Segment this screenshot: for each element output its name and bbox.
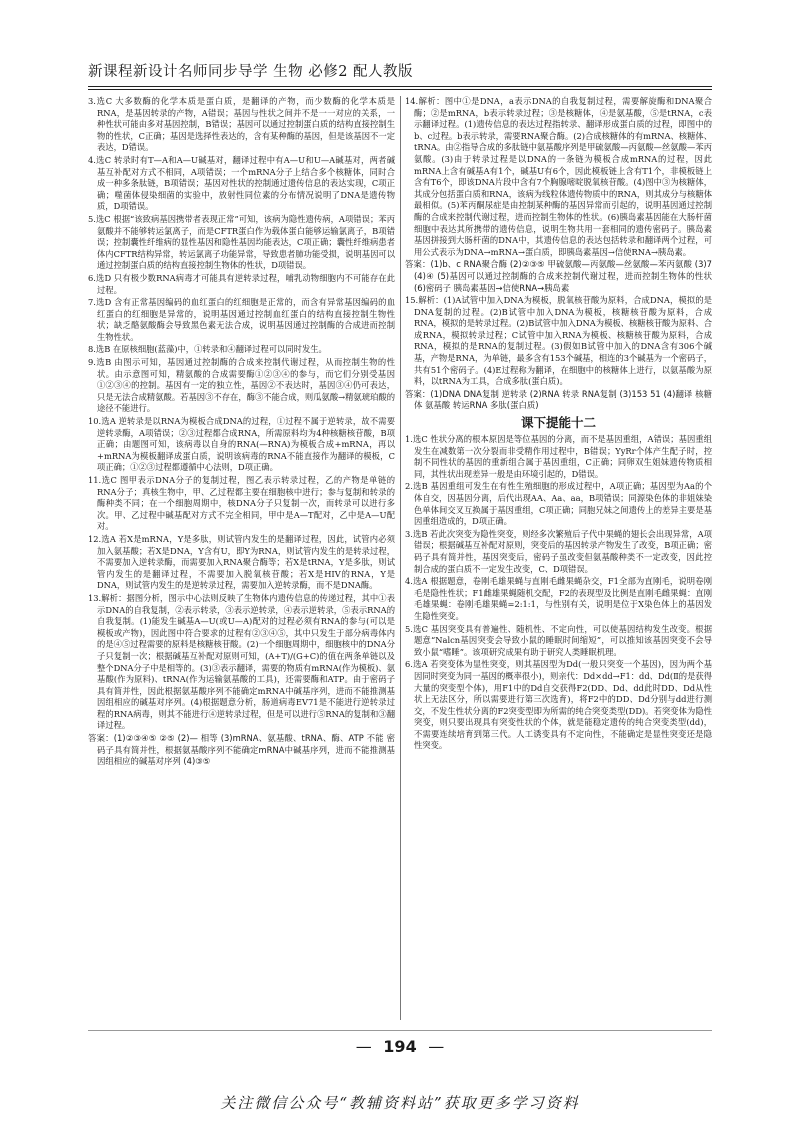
page-number <box>0 1037 800 1056</box>
practice-item-3: 3.选B 若此次突变为隐性突变，则经多次繁殖后子代中果蝇的翅长会出现异常，A项错误；根据碱基互补配对原则，突变后的基因转录产物发生了改变，B项正确；密码子具有简并性，基因突变后，密码子虽改变但氨基酸种类不一定改变，因此控制合成的蛋白质不一定发生改变，C、D项错误。 <box>405 528 712 574</box>
header-rule-thin <box>88 89 712 90</box>
page-number-dash-left: — <box>355 1037 372 1056</box>
answer-item-3: 3.选C 大多数酶的化学本质是蛋白质，是翻译的产物，而少数酶的化学本质是RNA，是基因转录的产物，A错误；基因与性状之间并不是一一对应的关系，一种性状可能由多对基因控制，B错误；基因可以通过控制蛋白质的结构直接控制生物的性状，C正确；基因是选择性表达的，含有某种酶的基因，但是该基因不一定表达，D错误。 <box>88 96 395 153</box>
left-column <box>88 96 395 1021</box>
answer-item-15-analysis: 15.解析：(1)A试管中加入DNA为模板，脱氧核苷酸为原料，合成DNA，模拟的是DNA复制的过程。(2)B试管中加入DNA为模板，核糖核苷酸为原料，合成RNA，模拟的是转录过程。(2)B试管中加入DNA为模板、核糖核苷酸为原料、合成RNA，模拟转录过程；C试管中加入RNA为模板、核糖核苷酸为原料，合成RNA，模拟的是RNA的复制过程。(3)假如B试管中加入的DNA含有306个碱基，产物是RNA，为单链，最多含有153个碱基，相连的3个碱基为一个密码子，共有51个密码子。(4)E过程称为翻译，在细胞中的核糖体上进行，以氨基酸为原料，以tRNA为工具，合成多肽(蛋白质)。 <box>405 295 712 387</box>
answer-item-12: 12.选A 若X是mRNA，Y是多肽，则试管内发生的是翻译过程，因此，试管内必须加入氨基酸；若X是DNA，Y含有U，即Y为RNA，则试管内发生的是转录过程，不需要加入逆转录酶，而需要加入RNA聚合酶等；若X是tRNA，Y是多肽，则试管内发生的是翻译过程，不需要加入脱氧核苷酸；若X是HIV的RNA，Y是DNA，则试管内发生的是逆转录过程，需要加入逆转录酶，而不是DNA酶。 <box>88 533 395 591</box>
page-number-dash-right: — <box>428 1037 445 1056</box>
answer-item-11: 11.选C 图甲表示DNA分子的复制过程，图乙表示转录过程，乙的产物是单链的RNA分子；真核生物中，甲、乙过程都主要在细胞核中进行；参与复制和转录的酶种类不同；在一个细胞周期中，核DNA分子只复制一次，而转录可以进行多次。甲、乙过程中碱基配对方式不完全相同，甲中是A—T配对，乙中是A—U配对。 <box>88 475 395 532</box>
answer-item-15-answer: 答案：(1)DNA DNA复制 逆转录 (2)RNA 转录 RNA复制 (3)153 51 (4)翻译 核糖体 氨基酸 转运RNA 多肽(蛋白质) <box>405 388 712 411</box>
right-column <box>405 96 712 1021</box>
footer-rule <box>88 1030 712 1031</box>
section-title: 课下提能十二 <box>520 415 596 431</box>
answer-item-13-answer: 答案：(1)②③④⑤ ②⑤ (2)— 相等 (3)mRNA、氨基酸、tRNA、酶、ATP 不能 密码子具有简并性，根据氨基酸序列不能确定mRNA中碱基序列，进而不能推测基因组相应的碱基对序列 (4)③⑤ <box>88 733 395 767</box>
answer-item-14-answer: 答案：(1)b、c RNA聚合酶 (2)②③⑤ 甲硫氨酸—丙氨酸—丝氨酸—苯丙氨酸 (3)7 (4)④ (5)基因可以通过控制酶的合成来控制代谢过程，进而控制生物体的性状 (6)密码子 胰岛素基因→信使RNA→胰岛素 <box>405 259 712 293</box>
footer-note: 关注微信公众号“教辅资料站”获取更多学习资料 <box>220 1094 580 1112</box>
answer-item-5: 5.选C 根据“该致病基因携带者表现正常”可知，该病为隐性遗传病，A项错误；苯丙氨酸并不能够转运氯离子，而是CFTR蛋白作为载体蛋白能够运输氯离子，B项错误；控制囊性纤维病的显性基因和隐性基因均能表达，C项正确；囊性纤维病患者体内CFTR结构异常，转运氯离子功能异常，导致患者肺功能受损，说明基因可以通过控制蛋白质的结构直接控制生物体的性状，D项错误。 <box>88 213 395 271</box>
practice-item-5: 5.选C 基因突变具有普遍性、随机性、不定向性，可以使基因结构发生改变。根据题意“Nalcn基因突变会导致小鼠的睡眠时间缩短”，可以推知该基因突变不会导致小鼠“嗜睡”。该项研究成果有助于研究人类睡眠机理。 <box>405 623 712 657</box>
practice-item-1: 1.选C 性状分离的根本原因是等位基因的分离，而不是基因重组，A错误；基因重组发生在减数第一次分裂而非受精作用过程中，B错误；YyRr个体产生配子时，控制不同性状的基因的重新组合属于基因重组，C正确；同卵双生姐妹遗传物质相同，其性状出现差异一般是由环境引起的，D错误。 <box>405 434 712 479</box>
column-divider <box>400 96 401 1020</box>
answer-item-4: 4.选C 转录时有T—A和A—U碱基对，翻译过程中有A—U和U—A碱基对，两者碱基互补配对方式不相同，A项错误；一个mRNA分子上结合多个核糖体，同时合成一种多条肽链，B项错误；基因对性状的控制通过遗传信息的表达实现，C项正确；噬菌体侵染细菌的实验中，放射性同位素的分布情况说明了DNA是遗传物质，D项错误。 <box>88 154 395 212</box>
answer-item-10: 10.选A 逆转录是以RNA为模板合成DNA的过程，①过程不属于逆转录，故不需要逆转录酶，A项错误；②③过程都合成RNA，所需原料均为4种核糖核苷酸，B项正确；由题图可知，该病毒以自身的RNA(—RNA)为模板合成+mRNA，再以+mRNA为模板翻译成蛋白质，说明该病毒的RNA不能直接作为翻译的模板，C项正确；①②③过程都遵循中心法则，D项正确。 <box>88 416 395 473</box>
answer-item-9: 9.选B 由图示可知，基因通过控制酶的合成来控制代谢过程，从而控制生物的性状。由示意图可知，精氨酸的合成需要酶①②③④的参与，而它们分别受基因①②③④的控制。基因有一定的独立性，基因②不表达时，基因③④仍可表达，只是无法合成精氨酸。若基因③不存在，酶③不能合成，则瓜氨酸→精氨琥珀酸的途径不能进行。 <box>88 357 395 414</box>
page-number-value: 194 <box>383 1037 417 1056</box>
answer-item-13-analysis: 13.解析：据图分析，图示中心法则反映了生物体内遗传信息的传递过程，其中①表示DNA的自我复制，②表示转录，③表示逆转录，④表示逆转录，⑤表示RNA的自我复制。(1)能发生碱基A—U(或U—A)配对的过程必须有RNA的参与(可以是模板或产物)，因此图中符合要求的过程有②③④⑤，其中只发生于部分病毒体内的是④⑤过程需要的原料是核糖核苷酸。(2)一个细胞周期中，细胞核中的DNA分子只复制一次；根据碱基互补配对原则可知，(A+T)/(G+C)的值在两条单链以及整个DNA分子中是相等的。(3)③表示翻译，需要的物质有mRNA(作为模板)、氨基酸(作为原料)、tRNA(作为运输氨基酸的工具)，还需要酶和ATP。由于密码子具有简并性，因此根据氨基酸序列不能确定mRNA中碱基序列，进而不能推测基因组相应的碱基对序列。(4)根据题意分析，肠道病毒EV71是不能进行逆转录过程的RNA病毒，则其不能进行④逆转录过程，但是可以进行⑤RNA的复制和③翻译过程。 <box>88 592 395 731</box>
practice-item-2: 2.选B 基因重组可发生在有性生殖细胞的形成过程中，A项正确；基因型为Aa的个体自交，因基因分离，后代出现AA、Aa、aa，B项错误；同源染色体的非姐妹染色单体间交叉互换属于基因重组，C项正确；同胞兄妹之间遗传上的差异主要是基因重组造成的，D项正确。 <box>405 481 712 527</box>
header-rule <box>88 86 712 87</box>
practice-item-6: 6.选A 若突变体为显性突变，则其基因型为Dd(一般只突变一个基因)，因为两个基因同时突变为同一基因的概率很小)，则亲代：Dd×dd→F1：dd、Dd(Ⅱ的是获得大量的突变型个体)，用F1中的Dd自交获得F2(DD、Dd、dd此时DD、Dd从性状上无法区分，所以需要进行第三次选育)，将F2中的DD、Dd分别与dd进行测交，不发生性状分离的F2突变型即为所需的纯合突变类型(DD)。若突变体为隐性突变，则只要出现具有突变性状的个体，就是能稳定遗传的纯合突变类型(dd)，不需要连续培育到第三代。人工诱变具有不定向性，不能确定是显性突变还是隐性突变。 <box>405 659 712 751</box>
answer-item-14-analysis: 14.解析：图中①是DNA，a表示DNA的自我复制过程，需要解旋酶和DNA聚合酶；②是mRNA，b表示转录过程；③是核糖体，④是氨基酸，⑤是tRNA，c表示翻译过程。(1)遗传信息的表达过程指转录、翻译形成蛋白质的过程，即图中的b、c过程。b表示转录，需要RNA聚合酶。(2)合成核糖体的有mRNA、核糖体、tRNA。由②指导合成的多肽链中氨基酸序列是甲硫氨酸—丙氨酸—丝氨酸—苯丙氨酸。(3)由于转录过程是以DNA的一条链为模板合成mRNA的过程，因此mRNA上含有碱基A有1个，碱基U有6个，因此模板链上含有T1个，非模板链上含有T6个，即该DNA片段中含有7个胸腺嘧啶脱氧核苷酸。(4)图中③为核糖体，其成分包括蛋白质和RNA，该病为线粒体遗传物质中的RNA，则其成分与核糖体最相似。(5)苯丙酮尿症是由控制某种酶的基因异常而引起的，说明基因通过控制酶的合成来控制代谢过程，进而控制生物体的性状。(6)胰岛素基因能在大肠杆菌细胞中表达其所携带的遗传信息，说明生物共用一套相同的遗传密码子。胰岛素基因拼接到大肠杆菌的DNA中，其遗传信息的表达包括转录和翻译两个过程，可用公式表示为DNA→mRNA→蛋白质，即胰岛素基因→信使RNA→胰岛素。 <box>405 96 712 257</box>
answer-item-7: 7.选D 含有正常基因编码的血红蛋白的红细胞是正常的，而含有异常基因编码的血红蛋白的红细胞是异常的，说明基因通过控制血红蛋白的结构直接控制生物性状；缺乏酪氨酸酶会导致黑色素无法合成，说明基因通过控制酶的合成进而控制生物性状。 <box>88 297 395 342</box>
header-title: 新课程新设计名师同步导学 生物 必修2 配人教版 <box>88 64 414 80</box>
answer-item-8: 8.选B 在原核细胞(蓝藻)中，①转录和④翻译过程可以同时发生。 <box>88 344 327 355</box>
page-header <box>88 60 712 82</box>
answer-item-6: 6.选D 只有极少数RNA病毒才可能具有逆转录过程，哺乳动物细胞内不可能存在此过程。 <box>88 272 395 295</box>
practice-item-4: 4.选A 根据题意，卷刚毛雄果蝇与直刚毛雌果蝇杂交，F1全部为直刚毛，说明卷刚毛是隐性性状；F1雌雄果蝇随机交配，F2的表现型及比例是直刚毛雌果蝇：直刚毛雄果蝇：卷刚毛雄果蝇=2:1:1，与性别有关，说明是位于X染色体上的基因发生隐性突变。 <box>405 576 712 621</box>
